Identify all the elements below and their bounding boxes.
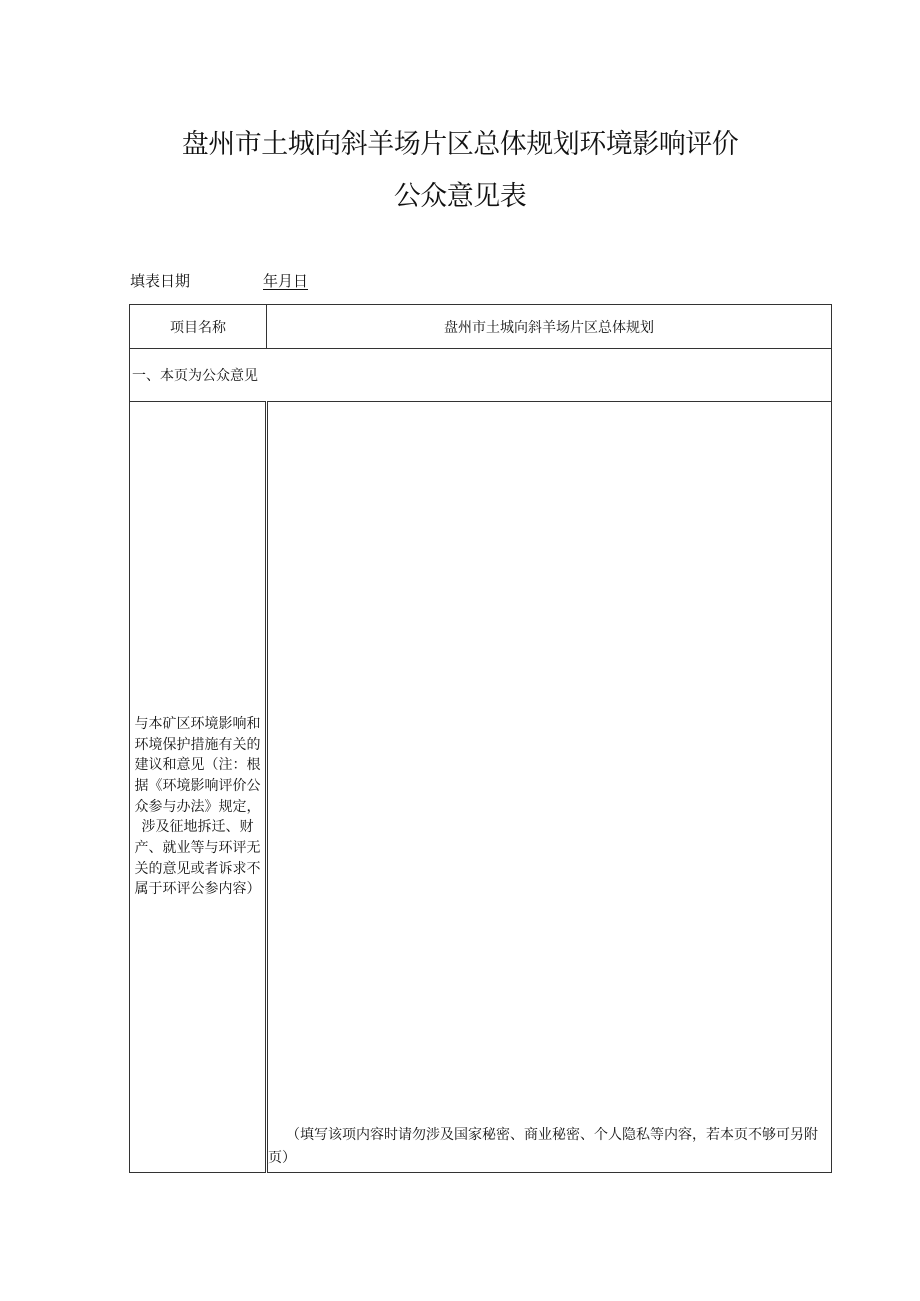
opinion-label: 与本矿区环境影响和环境保护措施有关的建议和意见（注：根据《环境影响评价公众参与办法》规定，涉及征地拆迁、财产、就业等与环评无关的意见或者诉求不属于环评公参内容） <box>134 715 261 898</box>
project-name-row <box>130 305 832 349</box>
project-name-label: 项目名称 <box>130 305 267 349</box>
fill-date-label: 填表日期 <box>130 272 191 290</box>
fill-date-field[interactable]: 年月日 <box>263 272 309 290</box>
public-opinion-form <box>129 304 832 1173</box>
section-heading: 一、本页为公众意见 <box>130 349 832 402</box>
document-subtitle: 公众意见表 <box>393 181 527 212</box>
opinion-row <box>130 402 832 1173</box>
section-heading-row <box>130 349 832 402</box>
opinion-label-cell <box>130 402 267 1173</box>
opinion-note: （填写该项内容时请勿涉及国家秘密、商业秘密、个人隐私等内容，若本页不够可另附页） <box>268 1127 818 1166</box>
opinion-input-area[interactable] <box>267 402 832 1173</box>
project-name-value: 盘州市土城向斜羊场片区总体规划 <box>267 305 832 349</box>
document-title: 盘州市土城向斜羊场片区总体规划环境影响评价 <box>181 129 739 160</box>
